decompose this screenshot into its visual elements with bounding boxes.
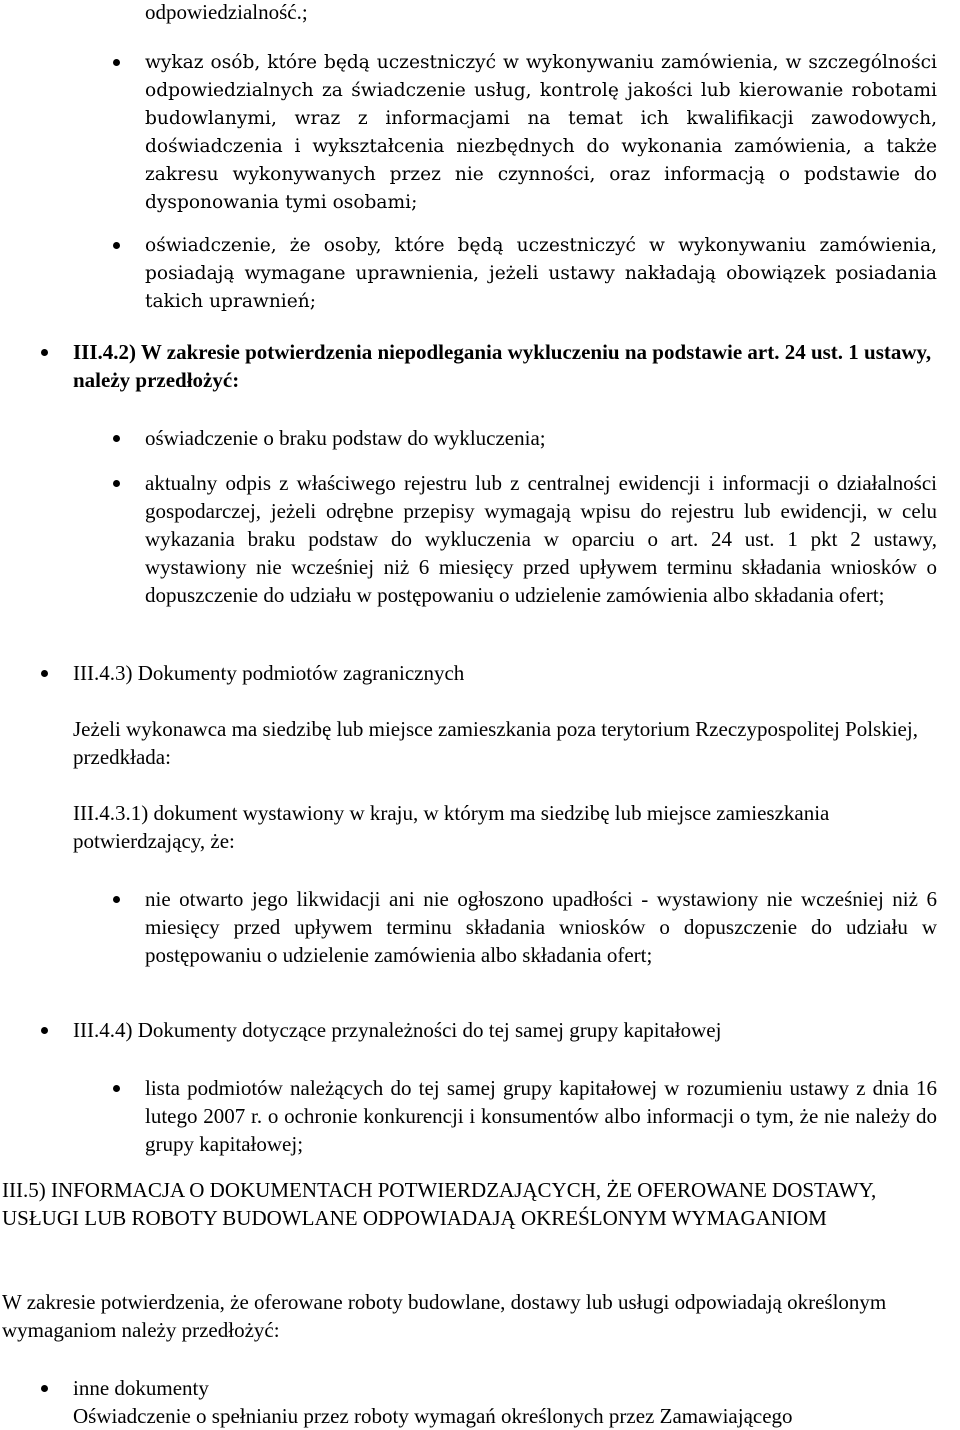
continuation-line: odpowiedzialność.; — [145, 0, 308, 24]
paragraph-5: W zakresie potwierdzenia, że oferowane roboty budowlane, dostawy lub usługi odpowiadają określonym wymaganiom należy przedłożyć: — [2, 1290, 887, 1342]
bullet-icon — [41, 1027, 48, 1034]
section-heading-5: III.5) INFORMACJA O DOKUMENTACH POTWIERDZAJĄCYCH, ŻE OFEROWANE DOSTAWY, USŁUGI LUB ROBOTY BUDOWLANE ODPOWIADAJĄ OKREŚLONYM WYMAGANIOM — [2, 1178, 877, 1230]
bullet-icon — [113, 896, 120, 903]
bullet-icon — [41, 670, 48, 677]
bullet-icon — [113, 480, 120, 487]
list-item-persons: wykaz osób, które będą uczestniczyć w wykonywaniu zamówienia, w szczególności odpowiedzialnych za świadczenie usług, kontrolę jakości lub kierowanie robotami budowlanymi, wraz z informacjami na temat ich kwalifikacji zawodowych, doświadczenia i wykształcenia niezbędnych do wykonania zamówienia, a także zakresu wykonywanych przez nie czynności, oraz informacją o podstawie do dysponowania tymi osobami; — [145, 52, 937, 213]
bullet-icon — [113, 242, 120, 249]
list-item-no-liquidation: nie otwarto jego likwidacji ani nie ogłoszono upadłości - wystawiony nie wcześniej niż 6 miesięcy przed upływem terminu składania wniosków o dopuszczenie do udziału w postępowaniu o udzielenie zamówienia albo składania ofert; — [145, 887, 937, 967]
bullet-icon — [41, 349, 48, 356]
list-item-capital-group: lista podmiotów należących do tej samej grupy kapitałowej w rozumieniu ustawy z dnia 16 lutego 2007 r. o ochronie konkurencji i konsumentów albo informacji o tym, że nie należy do grupy kapitałowej; — [145, 1076, 937, 1156]
bullet-icon — [41, 1385, 48, 1392]
list-item-qualifications: oświadczenie, że osoby, które będą uczestniczyć w wykonywaniu zamówienia, posiadają wymagane uprawnienia, jeżeli ustawy nakładają obowiązek posiadania takich uprawnień; — [145, 235, 937, 312]
list-item-no-exclusion: oświadczenie o braku podstaw do wykluczenia; — [145, 426, 546, 450]
list-item-register-extract: aktualny odpis z właściwego rejestru lub z centralnej ewidencji i informacji o działalności gospodarczej, jeżeli odrębne przepisy wymagają wpisu do rejestru lub ewidencji, w celu wykazania braku podstaw do wykluczenia w oparciu o art. 24 ust. 1 pkt 2 ustawy, wystawiony nie wcześniej niż 6 miesięcy przed upływem terminu składania wniosków o dopuszczenie do udziału w postępowaniu o udzielenie zamówienia albo składania ofert; — [145, 471, 937, 607]
list-item-label: inne dokumenty — [73, 1376, 209, 1400]
section-heading-4-4: III.4.4) Dokumenty dotyczące przynależności do tej samej grupy kapitałowej — [73, 1018, 722, 1042]
section-heading-4-2: III.4.2) W zakresie potwierdzenia niepodlegania wykluczeniu na podstawie art. 24 ust. 1 ustawy, należy przedłożyć: — [73, 340, 932, 392]
bullet-icon — [113, 435, 120, 442]
section-heading-4-3: III.4.3) Dokumenty podmiotów zagranicznych — [73, 661, 465, 685]
paragraph-4-3-1: III.4.3.1) dokument wystawiony w kraju, w którym ma siedzibę lub miejsce zamieszkania potwierdzający, że: — [73, 801, 830, 853]
bullet-icon — [113, 59, 120, 66]
paragraph-foreign: Jeżeli wykonawca ma siedzibę lub miejsce zamieszkania poza terytorium Rzeczypospolitej Polskiej, przedkłada: — [73, 717, 918, 769]
list-item-detail: Oświadczenie o spełnianiu przez roboty wymagań określonych przez Zamawiającego — [73, 1404, 793, 1428]
bullet-icon — [113, 1085, 120, 1092]
list-item-other-documents — [73, 1374, 953, 1430]
